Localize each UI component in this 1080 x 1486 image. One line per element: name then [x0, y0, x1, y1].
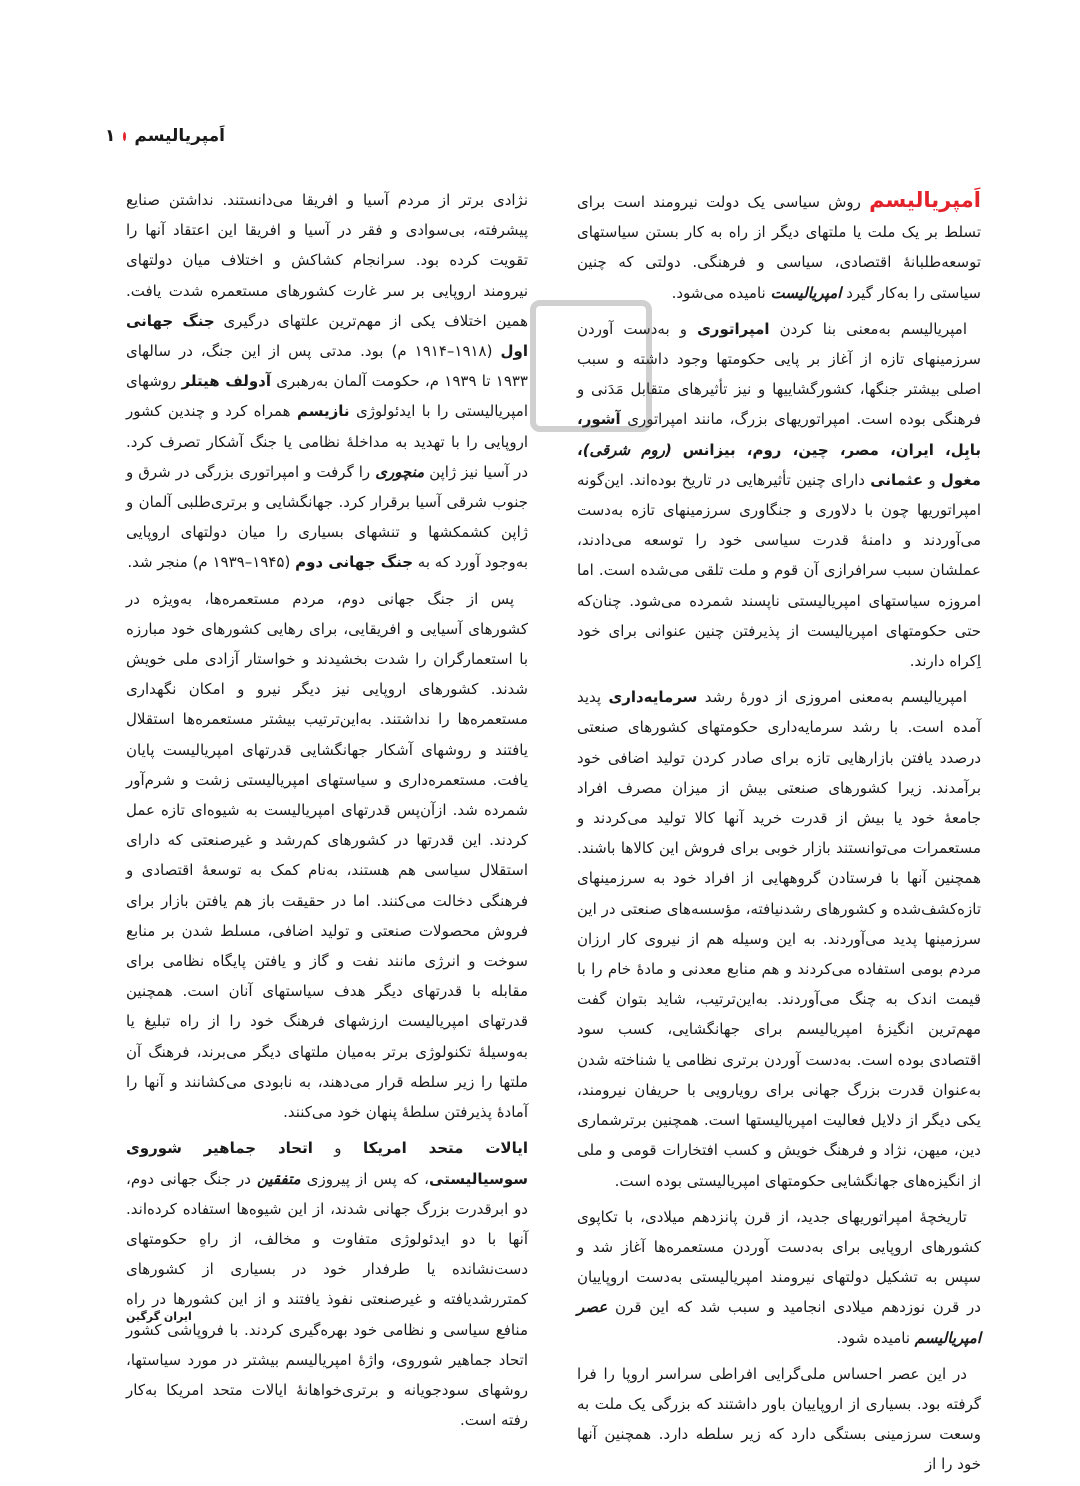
east-rome: (روم شرقی): [582, 440, 672, 459]
paragraph-6: [126, 185, 528, 578]
text-run: پدید آمده است. با رشد سرمایه‌داری حکومتهای کشورهای صنعتی درصدد یافتن بازارهایی تازه برای صادر کردن تولید اضافی خود برآمدند. زیرا کشورهای صنعتی بیش از میزان مصرف افراد جامعهٔ خود یا بیش از قدرت خرید آنها کالا تولید می‌کردند و مستعمرات می‌توانستند بازار خوبی برای فروش این کالاها باشند. همچنین آنها با فرستادن گروههایی از افراد خود به سرزمینهای تازه‌کشف‌شده و کشورهای رشدنیافته، مؤسسه‌های صنعتی در این سرزمینها پدید می‌آوردند. به این وسیله هم از نیروی کار ارزان مردم بومی استفاده می‌کردند و هم منابع معدنی و مادهٔ خام را با قیمت اندک به چنگ می‌آوردند. به‌این‌ترتیب، شاید بتوان گفت مهم‌ترین انگیزهٔ امپریالیسم برای جهانگشایی، کسب سود اقتصادی بوده است. به‌دست آوردن برتری نظامی یا شناخته شدن به‌عنوان قدرت بزرگ جهانی برای رویارویی با حریفان نیرومند، یکی دیگر از دلایل فعالیت امپریالیستها است. همچنین برترشماری دین، میهن، نژاد و فرهنگ خویش و کسب افتخارات قومی و ملی از انگیزه‌های جهانگشایی حکومتهای امپریالیستی بوده است.: [577, 688, 981, 1190]
text-run: نژادی برتر از مردم آسیا و افریقا می‌دانستند. نداشتن صنایع پیشرفته، بی‌سوادی و فقر در آسیا و افریقا این اعتقاد آنها را تقویت کرده بود. سرانجام کشاکش و اختلاف میان دولتهای نیرومند اروپایی بر سر غارت کشورهای مستعمره شدت یافت. همین اختلاف یکی از مهم‌ترین علتهای درگیری: [126, 191, 528, 330]
term-usa: ایالات متحد امریکا: [362, 1139, 528, 1158]
text-run: در این عصر احساس ملی‌گرایی افراطی سراسر اروپا را فرا گرفته بود. بسیاری از اروپاییان باور داشتند که بزرگی یک ملت به وسعت سرزمینی بستگی دارد که زیر سلطه دارد. همچنین آنها خود را از: [577, 1364, 981, 1474]
empire-names: عثمانی: [870, 470, 924, 489]
paragraph-7: [126, 584, 528, 1128]
page-number: ۱: [105, 126, 116, 146]
text-run: روش سیاسی یک دولت نیرومند است برای تسلط بر یک ملت یا ملتهای دیگر از راه به کار بستن سیاستهای توسعه‌طلبانهٔ اقتصادی، سیاسی و فرهنگی. دولتی که چنین سیاستی را به‌کار گیرد: [577, 193, 981, 302]
text-run: امپریالیسم به‌معنی امروزی از دورهٔ رشد: [704, 688, 967, 707]
empire-names: ، مغول: [577, 440, 981, 489]
paragraph-8: [126, 1133, 528, 1435]
text-run: نامیده می‌شود.: [671, 283, 766, 302]
text-run: روشهای امپریالیستی را با ایدئولوژی: [126, 372, 528, 421]
term-manchuria: منچوری: [375, 462, 425, 481]
term-imperialist: امپریالیست: [770, 283, 842, 302]
paragraph-4: [577, 1202, 981, 1353]
paragraph-1: [577, 185, 981, 308]
text-run: را گرفت و امپراتوری بزرگی در شرق و جنوب شرقی آسیا برقرار کرد. جهانگشایی و برتری‌طلبی آلمان و ژاپن کشمکشها و تنشهای بسیاری را میان دولتهای اروپایی به‌وجود آورد که به: [126, 462, 528, 572]
text-run: (۱۹۱۸–۱۹۱۴ م) بود. مدتی پس از این جنگ، در سالهای ۱۹۳۳ تا ۱۹۳۹ م، حکومت آلمان به‌رهبری: [126, 342, 528, 391]
red-dot-icon: [123, 132, 126, 141]
term-ww2: جنگ جهانی دوم: [295, 553, 414, 572]
text-run: و به‌دست آوردن سرزمینهای تازه از آغاز بر پایی حکومتها وجود داشته و سبب اصلی بیشتر جنگها، کشورگشاییها و نیز تأثیرهای متقابل مَدَنی و فرهنگی بوده است. امپراتوریهای بزرگ، مانند امپراتوری: [577, 319, 981, 429]
right-column: [577, 185, 981, 1486]
term-empire: امپراتوری: [697, 319, 770, 338]
left-column: [126, 185, 528, 1441]
text-run: امپریالیسم به‌معنی بنا کردن: [779, 319, 967, 338]
running-header-title: اَمپریالیسم: [134, 126, 225, 146]
term-hitler: آدولف هیتلر: [181, 372, 271, 391]
running-header: [105, 122, 225, 150]
paragraph-3: [577, 682, 981, 1195]
paragraph-5: [577, 1359, 981, 1480]
empire-names: آشور، بابِل، ایران، مصر، چین، روم، بیزانس: [577, 410, 981, 459]
entry-title: اَمپریالیسم: [869, 188, 981, 212]
text-run: همراه کرد و چندین کشور اروپایی را با تهدید به مداخلهٔ نظامی یا جنگ آشکار تصرف کرد. در آسیا نیز ژاپن: [126, 402, 529, 481]
term-capitalism: سرمایه‌داری: [608, 688, 698, 707]
text-run: و: [334, 1139, 342, 1158]
text-run: ، که پس از پیروزی: [306, 1169, 430, 1188]
text-run: (۱۹۴۵–۱۹۳۹ م) منجر شد.: [127, 553, 291, 572]
paragraph-2: [577, 314, 981, 676]
term-allies: متفقین: [256, 1169, 301, 1188]
text-run: در جنگ جهانی دوم، دو ابرقدرت بزرگ جهانی شدند، از این شیوه‌ها استفاده کرده‌اند. آنها با دو ایدئولوژی متفاوت و مخالف، از راهِ حکومتهای دست‌نشانده یا طرفدار خود در بسیاری از کشورهای کمتررشدیافته و غیرصنعتی نفوذ یافتند و از این کشورها در راه منافع سیاسی و نظامی خود بهره‌گیری کردند. با فروپاشی کشور اتحاد جماهیر شوروی، واژهٔ امپریالیسم بیشتر در مورد سیاستها، روشهای سودجویانه و برتری‌خواهانهٔ ایالات متحد امریکا به‌کار رفته است.: [126, 1169, 528, 1430]
term-age-of-imperialism: عصر امپریالیسم: [577, 1298, 981, 1347]
text-run: پس از جنگ جهانی دوم، مردم مستعمره‌ها، به‌ویژه در کشورهای آسیایی و افریقایی، برای رهایی کشورهای خود مبارزه با استعمارگران را شدت بخشیدند و خواستار آزادی ملی خویش شدند. کشورهای اروپایی نیز دیگر نیرو و امکان نگهداری مستعمره‌ها را نداشتند. به‌این‌ترتیب بیشتر مستعمره‌ها استقلال یافتند و روشهای آشکار جهانگشایی قدرتهای امپریالیست پایان یافت. مستعمره‌داری و سیاستهای امپریالیستی زشت و شرم‌آور شمرده شد. ازآن‌پس قدرتهای امپریالیست به شیوه‌ای تازه عمل کردند. این قدرتها در کشورهای کم‌رشد و غیرصنعتی که دارای استقلال سیاسی هم هستند، به‌نام کمک به توسعهٔ اقتصادی و فرهنگی دخالت می‌کنند. اما در حقیقت باز هم یافتن بازار برای فروش محصولات صنعتی و تولید اضافی، مسلط شدن بر منابع سوخت و انرژی مانند نفت و گاز و یافتن پایگاه نظامی برای مقابله با قدرتهای دیگر هدف سیاستهای آنان است. همچنین قدرتهای امپریالیست ارزشهای فرهنگ خود را از راه تبلیغ یا به‌وسیلهٔ تکنولوژی برتر به‌میان ملتهای دیگر می‌برند، فرهنگ آن ملتها را زیر سلطه قرار می‌دهند، به نابودی می‌کشانند و آنها را آمادهٔ پذیرفتن سلطهٔ پنهان خود می‌کنند.: [126, 589, 528, 1122]
text-run: و: [928, 470, 936, 489]
term-ussr: اتحاد جماهیر شوروی سوسیالیستی: [126, 1139, 528, 1188]
text-run: تاریخچهٔ امپراتوریهای جدید، از قرن پانزدهم میلادی، با تکاپوی کشورهای اروپایی برای به‌دست آوردن مستعمره‌ها آغاز شد و سپس به تشکیل دولتهای نیرومند امپریالیستی به‌دست اروپاییان در قرن نوزدهم میلادی انجامید و سبب شد که این قرن: [577, 1207, 981, 1317]
text-run: دارای چنین تأثیرهایی در تاریخ بوده‌اند. این‌گونه امپراتوریها چون با دلاوری و جنگاوری سرزمینهای تازه به‌دست می‌آوردند و دامنهٔ قدرت سیاسی خود را توسعه می‌دادند، عملشان سبب سرافرازی آن قوم و ملت تلقی می‌شده است. اما امروزه سیاستهای امپریالیستی ناپسند شمرده می‌شود. چنان‌که حتی حکومتهای امپریالیست از پذیرفتن چنین عنوانی برای خود اِکراه دارند.: [577, 470, 981, 671]
author-signature: ایران گرگین: [126, 1310, 192, 1323]
term-nazism: نازیسم: [296, 402, 350, 421]
term-ww1: جنگ جهانی اول: [126, 311, 528, 361]
text-run: نامیده شود.: [836, 1328, 910, 1347]
